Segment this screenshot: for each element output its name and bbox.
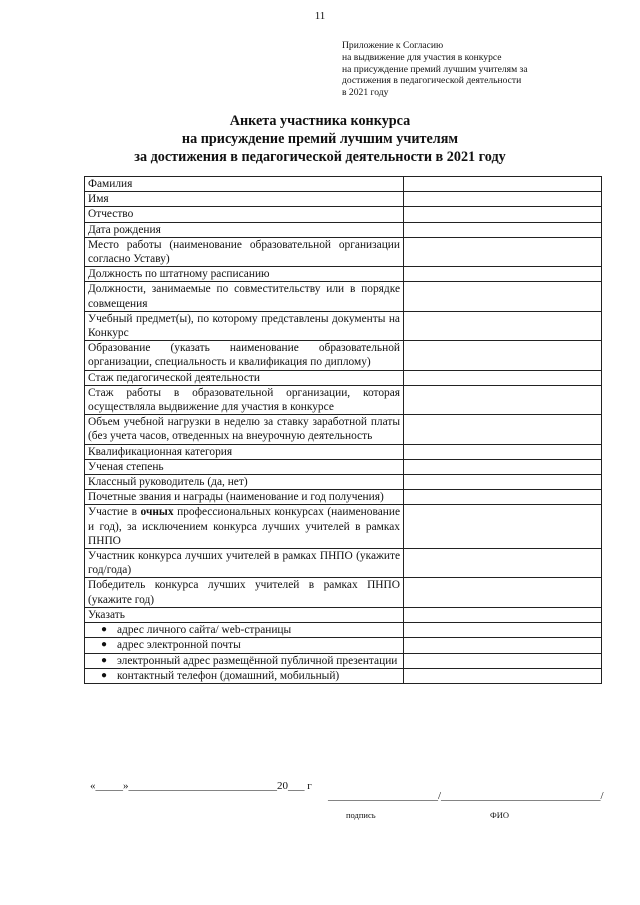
field-label: Отчество <box>85 207 404 222</box>
field-label: Имя <box>85 192 404 207</box>
title-line: за достижения в педагогической деятельности в 2021 году <box>134 149 506 165</box>
field-value-cell[interactable] <box>404 549 602 578</box>
field-label: Ученая степень <box>85 459 404 474</box>
table-row <box>85 237 602 266</box>
title-line: на присуждение премий лучшим учителям <box>181 131 459 147</box>
bullet-item <box>85 653 404 668</box>
bullet-item <box>85 623 404 638</box>
bullet-icon: ● <box>100 669 108 681</box>
table-row <box>85 444 602 459</box>
field-value-cell[interactable] <box>404 282 602 311</box>
appendix-line: в 2021 году <box>342 87 389 99</box>
form-title <box>0 112 640 166</box>
bullet-icon: ● <box>100 639 108 651</box>
date-line[interactable]: «_____»___________________________20___ г <box>90 780 312 792</box>
table-row <box>85 341 602 370</box>
table-row <box>85 475 602 490</box>
appendix-line: достижения в педагогической деятельности <box>342 75 522 87</box>
table-row <box>85 578 602 607</box>
field-value-cell[interactable] <box>404 668 602 683</box>
table-row <box>85 207 602 222</box>
bullet-label: адрес личного сайта/ web-страницы <box>117 624 292 637</box>
appendix-line: на присуждение премий лучшим учителям за <box>342 63 528 75</box>
table-row <box>85 415 602 444</box>
signature-line[interactable]: ____________________/_____________________________/ <box>328 790 604 802</box>
bullet-label: контактный телефон (домашний, мобильный) <box>117 669 340 682</box>
appendix-line: Приложение к Согласию <box>342 40 444 51</box>
field-label: Дата рождения <box>85 222 404 237</box>
table-row <box>85 177 602 192</box>
table-row <box>85 638 602 653</box>
table-row <box>85 490 602 505</box>
field-value-cell[interactable] <box>404 653 602 668</box>
bullet-item <box>85 638 404 653</box>
table-row <box>85 607 602 622</box>
appendix-note <box>342 40 602 99</box>
table-row <box>85 192 602 207</box>
field-label: Участник конкурса лучших учителей в рамках ПНПО (укажите год/года) <box>85 549 404 578</box>
field-value-cell[interactable] <box>404 459 602 474</box>
title-line: Анкета участника конкурса <box>229 113 411 129</box>
bullet-item <box>85 668 404 683</box>
field-label: Учебный предмет(ы), по которому представлены документы на Конкурс <box>85 311 404 340</box>
field-value-cell[interactable] <box>404 370 602 385</box>
field-value-cell[interactable] <box>404 341 602 370</box>
table-row <box>85 505 602 549</box>
participation-text-before: Участие в <box>88 506 141 519</box>
participation-text-after: профессиональных конкурсах (наименование и год), за исключением конкурса лучших учителей в рамках ПНПО <box>88 506 400 547</box>
page-number: 11 <box>314 10 326 22</box>
table-row <box>85 311 602 340</box>
bullet-icon: ● <box>100 624 108 636</box>
field-value-cell[interactable] <box>404 177 602 192</box>
field-label: Образование (указать наименование образовательной организации, специальность и квалификация по диплому) <box>85 341 404 370</box>
field-value-cell[interactable] <box>404 475 602 490</box>
table-row <box>85 267 602 282</box>
field-value-cell[interactable] <box>404 385 602 414</box>
bullet-label: адрес электронной почты <box>117 639 241 652</box>
field-label: Место работы (наименование образовательной организации согласно Уставу) <box>85 237 404 266</box>
field-label: Почетные звания и награды (наименование и год получения) <box>85 490 404 505</box>
field-value-cell[interactable] <box>404 237 602 266</box>
field-label: Объем учебной нагрузки в неделю за ставку заработной платы (без учета часов, отведенных на внеурочную деятельность <box>85 415 404 444</box>
field-value-cell[interactable] <box>404 311 602 340</box>
field-value-cell[interactable] <box>404 444 602 459</box>
participation-text-bold: очных <box>140 506 174 519</box>
table-row <box>85 222 602 237</box>
name-caption: ФИО <box>490 810 509 820</box>
bullet-icon: ● <box>100 654 108 666</box>
signature-caption: подпись <box>346 810 376 820</box>
field-label: Должность по штатному расписанию <box>85 267 404 282</box>
bullet-label: электронный адрес размещённой публичной презентации <box>117 654 398 667</box>
field-value-cell[interactable] <box>404 638 602 653</box>
field-label: Фамилия <box>85 177 404 192</box>
table-row <box>85 653 602 668</box>
questionnaire-table <box>84 176 602 684</box>
field-label: Указать <box>85 607 404 622</box>
appendix-line: на выдвижение для участия в конкурсе <box>342 51 502 63</box>
field-value-cell[interactable] <box>404 623 602 638</box>
field-label: Стаж педагогической деятельности <box>85 370 404 385</box>
field-value-cell[interactable] <box>404 415 602 444</box>
table-row <box>85 282 602 311</box>
table-row <box>85 623 602 638</box>
field-value-cell[interactable] <box>404 267 602 282</box>
field-label: Квалификационная категория <box>85 444 404 459</box>
table-row <box>85 668 602 683</box>
table-row <box>85 459 602 474</box>
field-value-cell[interactable] <box>404 607 602 622</box>
field-value-cell[interactable] <box>404 505 602 549</box>
field-label: Стаж работы в образовательной организации, которая осуществляла выдвижение для участия в конкурсе <box>85 385 404 414</box>
field-value-cell[interactable] <box>404 222 602 237</box>
field-label-participation <box>85 505 404 549</box>
field-value-cell[interactable] <box>404 192 602 207</box>
field-value-cell[interactable] <box>404 490 602 505</box>
field-label: Победитель конкурса лучших учителей в рамках ПНПО (укажите год) <box>85 578 404 607</box>
field-value-cell[interactable] <box>404 578 602 607</box>
field-label: Классный руководитель (да, нет) <box>85 475 404 490</box>
field-label: Должности, занимаемые по совместительству или в порядке совмещения <box>85 282 404 311</box>
table-row <box>85 385 602 414</box>
field-value-cell[interactable] <box>404 207 602 222</box>
table-row <box>85 549 602 578</box>
table-row <box>85 370 602 385</box>
